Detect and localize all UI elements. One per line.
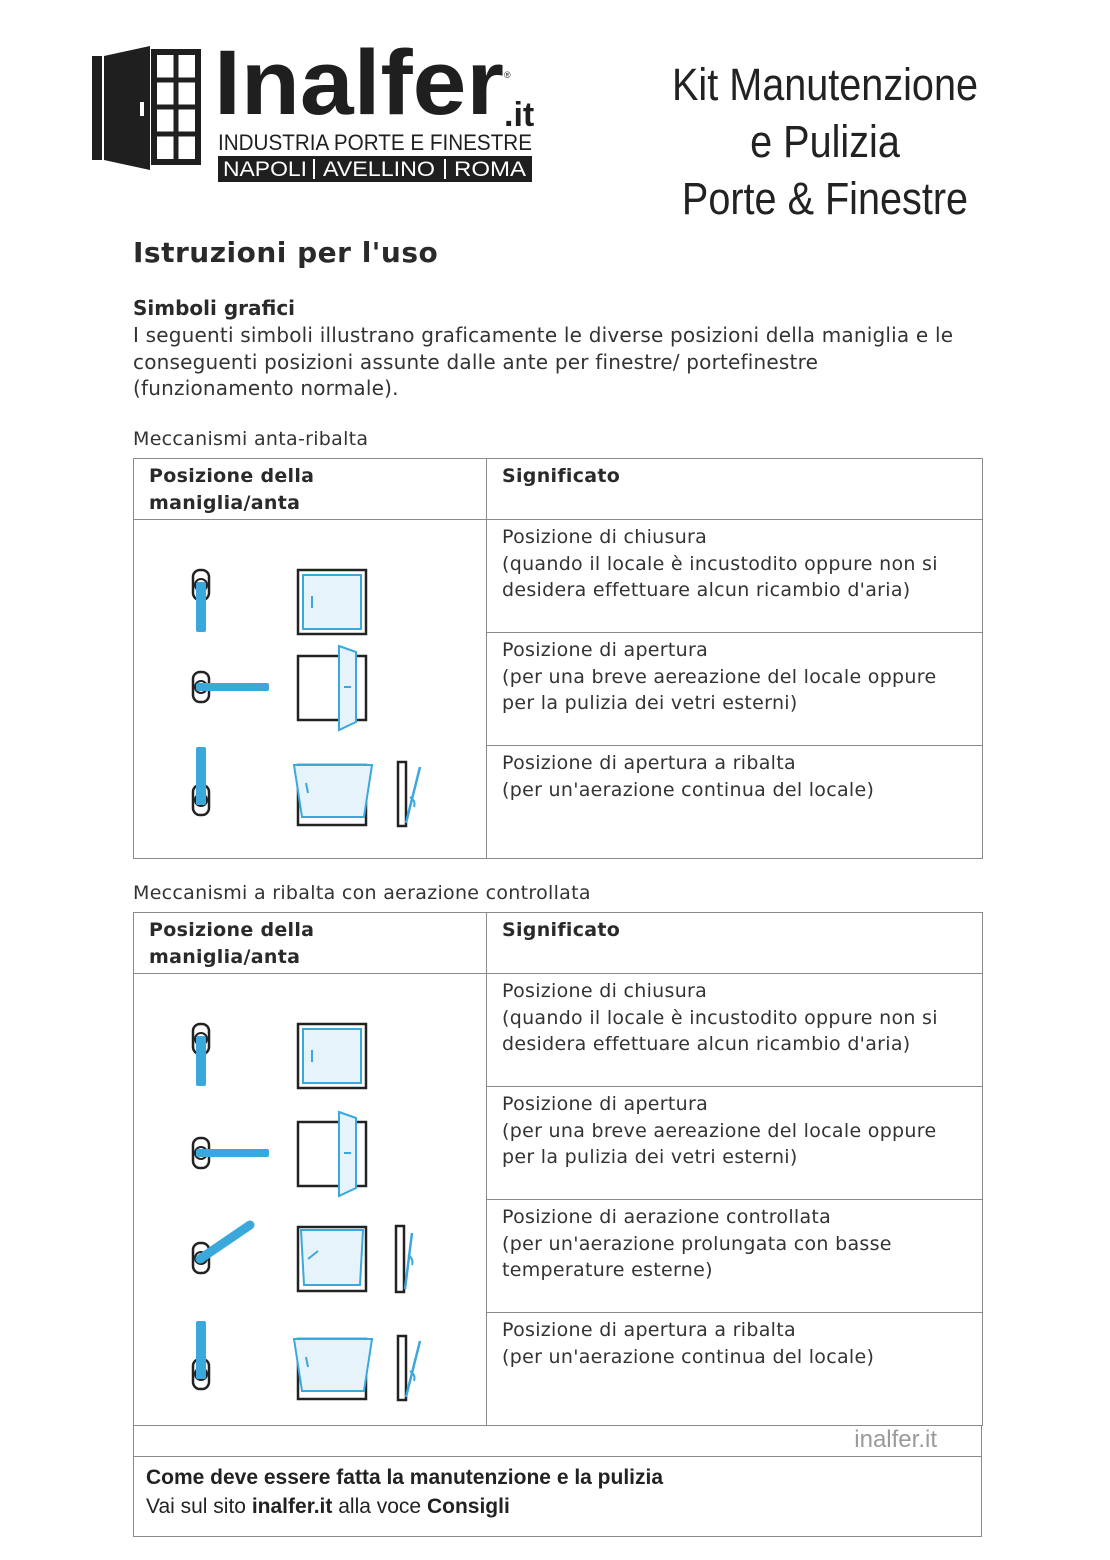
brand-suffix: .it [504,96,535,134]
meaning-cell [487,1087,983,1200]
meaning-desc: (per un'aerazione prolungata con basse temperature esterne) [502,1232,892,1281]
symbols-table-anta-ribalta [133,458,983,859]
meaning-desc: (quando il locale è incustodito oppure non si desidera effettuare alcun ricambio d'aria) [502,1006,938,1055]
footer-text: alla voce [338,1495,422,1518]
brand-tagline: INDUSTRIA PORTE E FINESTRE [218,130,532,155]
footer-advice-link[interactable]: Consigli [426,1495,510,1518]
symbols-table-aerazione-controllata [133,912,983,1426]
footer-url-row [133,1426,982,1457]
meaning-cell [487,974,983,1087]
footer-heading: Come deve essere fatta la manutenzione e la pulizia [146,1466,664,1489]
handle-diagonal-controlled-aeration-icon [184,1219,434,1309]
brand-city: ROMA [454,158,526,181]
footer-site-link[interactable]: inalfer.it [251,1495,333,1518]
meaning-desc: (per una breve aereazione del locale oppure per la pulizia dei vetri esterni) [502,1119,937,1168]
handle-up-tilt-window-icon [184,1319,434,1429]
svg-text:®: ® [504,70,511,80]
meaning-desc: (per un'aerazione continua del locale) [502,778,875,801]
footer-info-box [133,1457,982,1537]
footer-url[interactable]: inalfer.it [854,1426,937,1453]
meaning-title: Posizione di apertura [502,639,709,661]
section-heading: Simboli grafici [133,296,296,320]
handle-up-tilt-window-icon [184,745,434,855]
meaning-cell [487,1200,983,1313]
meaning-cell [487,520,983,633]
footer-text: Vai sul sito [146,1495,246,1518]
handle-horizontal-open-window-icon [184,1106,434,1206]
brand-city: AVELLINO [323,158,435,181]
door-window-icon [92,46,198,170]
symbols-cell [134,520,487,859]
meaning-title: Posizione di chiusura [502,980,708,1002]
handle-down-closed-window-icon [184,1014,434,1094]
meaning-cell [487,746,983,859]
kit-title-line: Kit Manutenzione [672,59,978,110]
handle-down-closed-window-icon [184,560,434,640]
meaning-desc: (per una breve aereazione del locale oppure per la pulizia dei vetri esterni) [502,665,937,714]
kit-title-line: e Pulizia [750,116,900,167]
column-header-position: Posizione della maniglia/anta [134,459,487,520]
kit-title-line: Porte & Finestre [681,173,969,224]
column-header-meaning: Significato [487,459,983,520]
meaning-desc: (quando il locale è incustodito oppure non si desidera effettuare alcun ricambio d'aria) [502,552,938,601]
meaning-cell [487,633,983,746]
meaning-title: Posizione di chiusura [502,526,708,548]
table-caption: Meccanismi a ribalta con aerazione controllata [133,882,591,904]
column-header-position: Posizione della maniglia/anta [134,913,487,974]
meaning-title: Posizione di apertura a ribalta [502,1319,796,1341]
handle-horizontal-open-window-icon [184,640,434,740]
meaning-title: Posizione di apertura [502,1093,709,1115]
brand-city: NAPOLI [223,158,307,181]
symbols-cell [134,974,487,1426]
document-title: Istruzioni per l'uso [133,236,439,269]
brand-name: Inalfer [214,42,504,134]
footer [133,1426,982,1537]
kit-title [662,56,988,227]
meaning-title: Posizione di aerazione controllata [502,1206,832,1228]
meaning-desc: (per un'aerazione continua del locale) [502,1345,875,1368]
inalfer-logo [92,42,542,187]
meaning-cell [487,1313,983,1426]
table-caption: Meccanismi anta-ribalta [133,428,369,450]
column-header-meaning: Significato [487,913,983,974]
intro-paragraph: I seguenti simboli illustrano graficamente le diverse posizioni della maniglia e le conseguenti posizioni assunte dalle ante per finestre/ portefinestre (funzionamento normale). [133,323,954,400]
meaning-title: Posizione di apertura a ribalta [502,752,796,774]
